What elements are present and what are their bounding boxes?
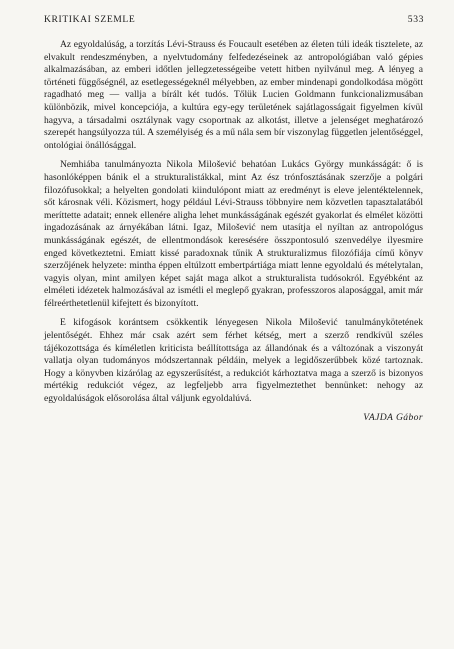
paragraph: Nemhiába tanulmányozta Nikola Milošević behatóan Lukács György munkásságát: ő is hasonlóképpen bánik el a strukturalistákkal, mint Az ész trónfosztásának szerzője a polgári filozófusokkal; a helyelten gondolati kiindulópont miatt az eredményt is eleve jelentéktelennek, sőt károsnak véli. Közismert, hogy például Lévi-Strauss többnyire nem közvetlen tapasztalatából meríttette adatait; ennek ellenére aligha lehet munkásságának egészét gyakorlat és elmélet közötti ingadozásának az árnyékában látni. Igaz, Milošević nem utasítja el nyíltan az antropológus munkásságának egészét, de ellentmondások keresésére összpontosuló szenvedélye ilyesmire enged következtetni. Emiatt kissé paradoxnak tűnik A strukturalizmus filozófiája című könyv szerzőjének helyzete: mintha éppen eltúlzott embertpártiága miatt lenne egyoldalú és mételytalan, vagyis olyan, mint amilyen képet saját maga alkot a strukturalista tudósokról. Egyébként az elméleti idézetek halmozásával az ismétli el meglepő gyakran, professzoros alaposággal, amit már félreérthetetlenül kifejtett és bizonyított. [44,159,423,309]
article-body [44,39,423,424]
author-signature: VAJDA Gábor [363,411,423,423]
page-number: 533 [407,14,424,25]
running-header [44,14,424,25]
paragraph: E kifogások korántsem csökkentik lényegesen Nikola Milošević tanulmánykötetének jelentőségét. Ehhez már csak azért sem férhet kétség, mert a szerző rendkívül széles tájékozottsága és kíméletlen kriticista beállítottsága az állandónak és a változónak a viszonyát vallatja olyan tudományos módszertannak példáin, melyek a legidőszerűbbek közé tartoznak. Hogy a könyvben kizárólag az egyszerűsítést, a redukciót kárhoztatva maga a szerző is bizonyos mértékig redukciót végez, az legfeljebb arra figyelmeztethet bennünket: nehogy az egyoldalúságok elősorolása által váljunk egyoldalúvá. [44,317,423,405]
paragraph: Az egyoldalúság, a torzítás Lévi-Strauss és Foucault esetében az életen túli ideák tisztelete, az elvakult rendeszményben, a nyelvtudomány felfedezéseinek az antropológiában való gépies alkalmazásában, az emberi időtlen jellegzetességeibe vetett hitben nyilvánul meg. A lényeg a történeti függőségnél, az esetlegességeknél mélyebben, az ember mindenapi gondolkodása mögött ragadható meg — vallja a bírált két tudós. Tőlük Lucien Goldmann funkcionalizmusában különbözik, mivel koncepciója, a kultúra egy-egy területének sajátlagosságait figyelmen kívül hagyva, a társadalmi osztálynak vagy csoportnak az alkotást, illetve a jelenséget meghatározó szerepét hangsúlyozza túl. A személyiség és a mű nála sem bír viszonylag független jelentőséggel, ontológiai önállósággal. [44,39,423,151]
journal-title: KRITIKAI SZEMLE [44,14,136,25]
